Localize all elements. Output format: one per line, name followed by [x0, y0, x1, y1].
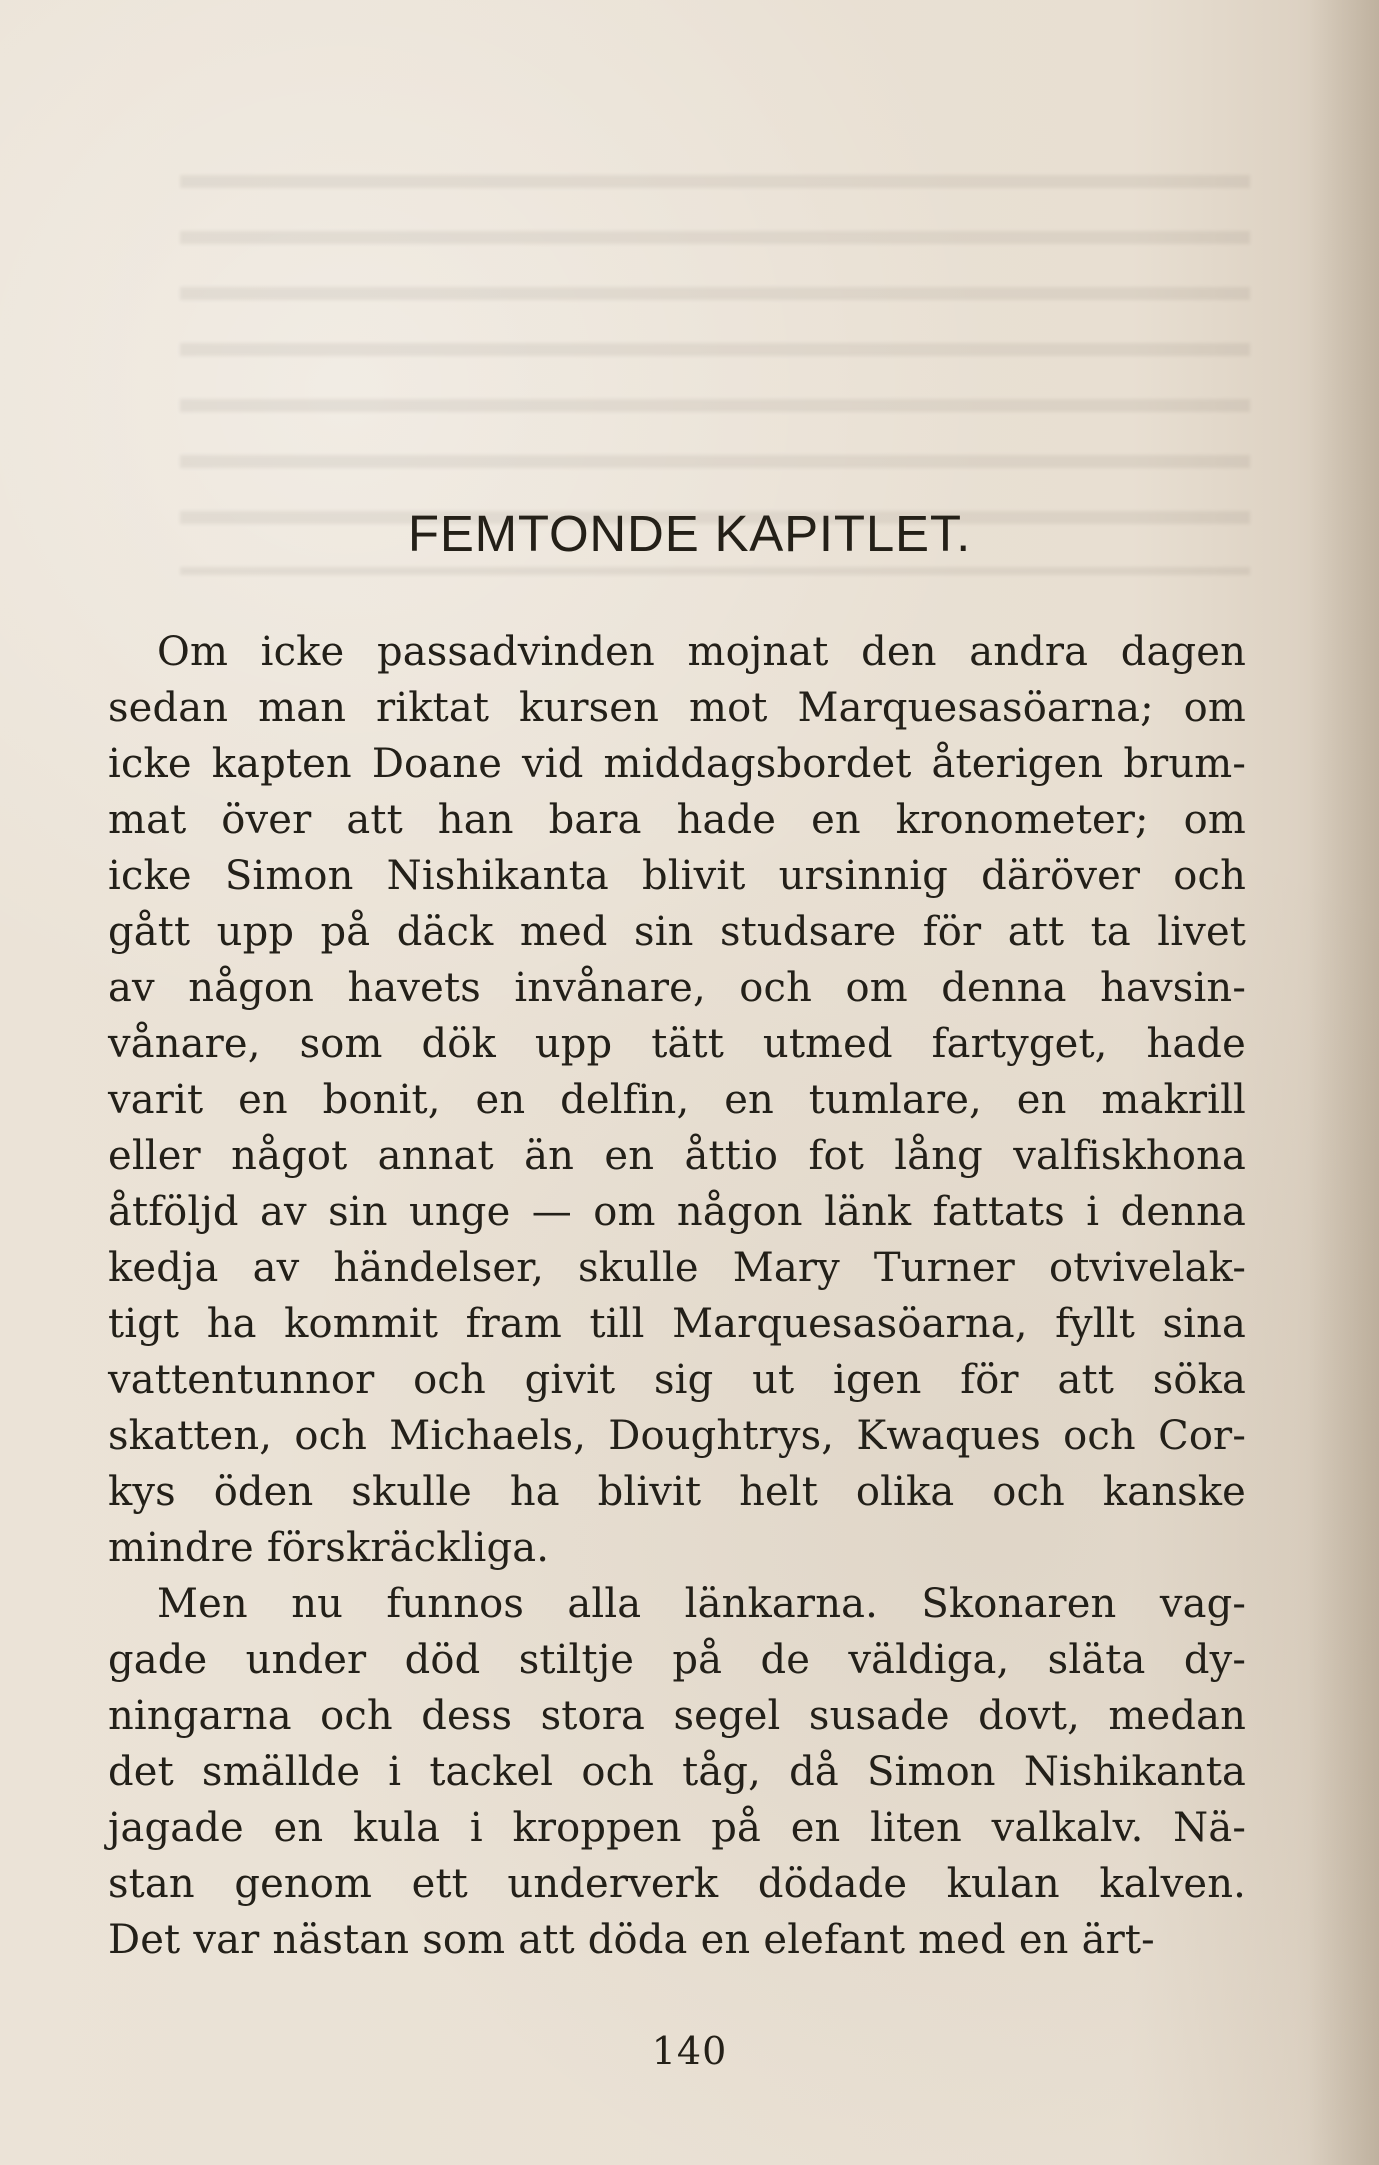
text-line: av någon havets invånare, och om denna havsin- — [108, 965, 1246, 1011]
text-line: kys öden skulle ha blivit helt olika och kanske — [108, 1469, 1246, 1515]
text-line: vattentunnor och givit sig ut igen för att söka — [108, 1357, 1246, 1403]
body-text — [108, 624, 1246, 1968]
text-line: mat över att han bara hade en kronometer; om — [108, 797, 1246, 843]
text-line: eller något annat än en åttio fot lång valfiskhona — [108, 1133, 1246, 1179]
text-line: Det var nästan som att döda en elefant med en ärt- — [108, 1917, 1155, 1963]
chapter-title: FEMTONDE KAPITLET. — [407, 505, 972, 562]
text-line: åtföljd av sin unge — om någon länk fattats i denna — [108, 1189, 1246, 1235]
text-line: icke Simon Nishikanta blivit ursinnig däröver och — [108, 853, 1246, 899]
text-line: gade under död stiltje på de väldiga, släta dy- — [108, 1637, 1246, 1683]
text-line: ningarna och dess stora segel susade dovt, medan — [108, 1693, 1246, 1739]
text-line: mindre förskräckliga. — [108, 1525, 550, 1571]
text-line: sedan man riktat kursen mot Marquesasöarna; om — [108, 685, 1246, 731]
text-line: icke kapten Doane vid middagsbordet återigen brum- — [108, 741, 1246, 787]
text-line: stan genom ett underverk dödade kulan kalven. — [108, 1861, 1246, 1907]
text-line: gått upp på däck med sin studsare för att ta livet — [108, 909, 1246, 955]
text-line: Men nu funnos alla länkarna. Skonaren vag- — [157, 1581, 1246, 1627]
page-number: 140 — [651, 2029, 728, 2073]
text-line: det smällde i tackel och tåg, då Simon Nishikanta — [108, 1749, 1246, 1795]
text-line: tigt ha kommit fram till Marquesasöarna, fyllt sina — [108, 1301, 1246, 1347]
text-line: vånare, som dök upp tätt utmed fartyget, hade — [108, 1021, 1246, 1067]
text-line: skatten, och Michaels, Doughtrys, Kwaques och Cor- — [108, 1413, 1246, 1459]
text-line: kedja av händelser, skulle Mary Turner otvivelak- — [108, 1245, 1246, 1291]
text-line: Om icke passadvinden mojnat den andra dagen — [157, 629, 1246, 675]
page-edge-shadow — [1309, 0, 1379, 2165]
text-line: varit en bonit, en delfin, en tumlare, en makrill — [108, 1077, 1246, 1123]
text-line: jagade en kula i kroppen på en liten valkalv. Nä- — [108, 1805, 1246, 1851]
